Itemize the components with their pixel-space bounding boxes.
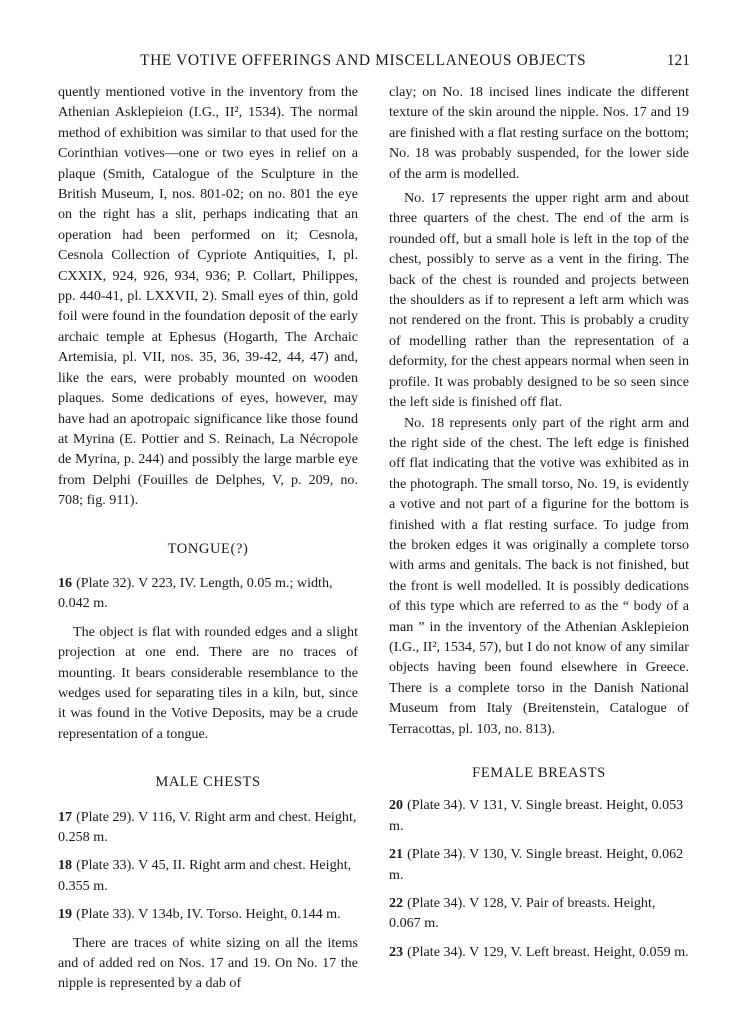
entry-text: (Plate 34). V 131, V. Single breast. Height, 0.053 m. [389,797,684,834]
entry-number: 16 [58,574,73,591]
entry-text: (Plate 33). V 134b, IV. Torso. Height, 0.144 m. [76,906,341,923]
catalogue-entry-19 [58,904,358,924]
entry-number: 19 [58,906,73,923]
catalogue-entry-20 [389,795,689,836]
entry-text: (Plate 34). V 128, V. Pair of breasts. Height, 0.067 m. [389,895,656,932]
entry-text: (Plate 29). V 116, V. Right arm and chest. Height, 0.258 m. [58,808,357,845]
page-number: 121 [666,52,690,69]
catalogue-entry-22 [389,893,689,934]
left-column [58,82,358,994]
catalogue-entry-16 [58,573,358,614]
paragraph-eyes-continued: quently mentioned votive in the inventory from the Athenian Asklepieion (I.G., II², 1534). The normal method of exhibition was similar to that used for the Corinthian votives—one or two eyes in relief on a plaque (Smith, Catalogue of the Sculpture in the British Museum, I, nos. 801-02; on no. 801 the eye on the right has a slit, perhaps indicating that an operation had been performed on it; Cesnola, Cesnola Collection of Cypriote Antiquities, I, pl. CXXIX, 924, 926, 934, 936; P. Collart, Philippes, pp. 440-41, pl. LXXVII, 2). Small eyes of thin, gold foil were found in the foundation deposit of the early archaic temple at Ephesus (Hogarth, The Archaic Artemisia, pl. VII, nos. 35, 36, 39-42, 44, 47) and, like the ears, were probably mounted on wooden plaques. Some dedications of eyes, however, may have had an apotropaic significance like those found at Myrina (E. Pottier and S. Reinach, La Nécropole de Myrina, p. 244) and possibly the large marble eye from Delphi (Fouilles de Delphes, V, p. 209, no. 708; fig. 911). [58,84,358,509]
entry-number: 21 [389,846,404,863]
entry-number: 22 [389,895,404,912]
paragraph-sizing: There are traces of white sizing on all the items and of added red on Nos. 17 and 19. On No. 17 the nipple is represented by a dab of [58,934,358,992]
running-title: THE VOTIVE OFFERINGS AND MISCELLANEOUS OBJECTS [140,52,587,69]
catalogue-entry-17 [58,807,358,848]
entry-number: 18 [58,857,73,874]
section-heading-female-breasts: FEMALE BREASTS [472,765,606,781]
section-heading-male-chests: MALE CHESTS [155,774,261,791]
catalogue-entry-18 [58,855,358,896]
page-header [60,52,690,74]
entry-number: 17 [58,808,73,825]
paragraph-clay-continued: clay; on No. 18 incised lines indicate the different texture of the skin around the nipple. Nos. 17 and 19 are finished with a flat resting surface on the bottom; No. 18 was probably suspended, for the lower side of the arm is modelled. [389,84,689,182]
catalogue-entry-21 [389,844,689,885]
catalogue-entry-23 [389,942,689,962]
paragraph-no17: No. 17 represents the upper right arm and about three quarters of the chest. The end of the arm is rounded off, but a small hole is left in the top of the chest, possibly to serve as a vent in the firing. The back of the chest is rounded and projects between the shoulders as if to represent a left arm which was not rendered on the front. This is probably a crudity of modelling rather than the representation of a deformity, for the chest appears normal when seen in profile. It was probably designed to be so seen since the left side is finished off flat. [389,190,689,411]
entry-text: (Plate 32). V 223, IV. Length, 0.05 m.; width, 0.042 m. [58,574,333,612]
entry-text: (Plate 34). V 129, V. Left breast. Height, 0.059 m. [407,943,689,960]
section-heading-tongue: TONGUE(?) [167,540,249,557]
paragraph-tongue: The object is flat with rounded edges and a slight projection at one end. There are no traces of mounting. It bears considerable resemblance to the wedges used for separating tiles in a kiln, but, since it was found in the Votive Deposits, may be a crude representation of a tongue. [58,623,358,742]
entry-text: (Plate 33). V 45, II. Right arm and chest. Height, 0.355 m. [58,857,352,894]
paragraph-no18-no19: No. 18 represents only part of the right arm and the right side of the chest. The left edge is finished off flat indicating that the votive was exhibited as in the photograph. The small torso, No. 19, is evidently a votive and not part of a figurine for the bottom is finished with a flat resting surface. To judge from the broken edges it was originally a complete torso with arms and genitals. The back is not finished, but the front is well modelled. It is possibly dedications of this type which are referred to as the “ body of a man ” in the inventory of the Athenian Asklepieion (I.G., II², 1534, 57), but I do not know of any similar objects having been found elsewhere in Greece. There is a complete torso in the Danish National Museum from Italy (Breitenstein, Catalogue of Terracottas, pl. 103, no. 813). [389,414,689,737]
entry-text: (Plate 34). V 130, V. Single breast. Height, 0.062 m. [389,846,684,883]
entry-number: 23 [389,943,404,960]
entry-number: 20 [389,797,404,814]
right-column [389,82,689,970]
